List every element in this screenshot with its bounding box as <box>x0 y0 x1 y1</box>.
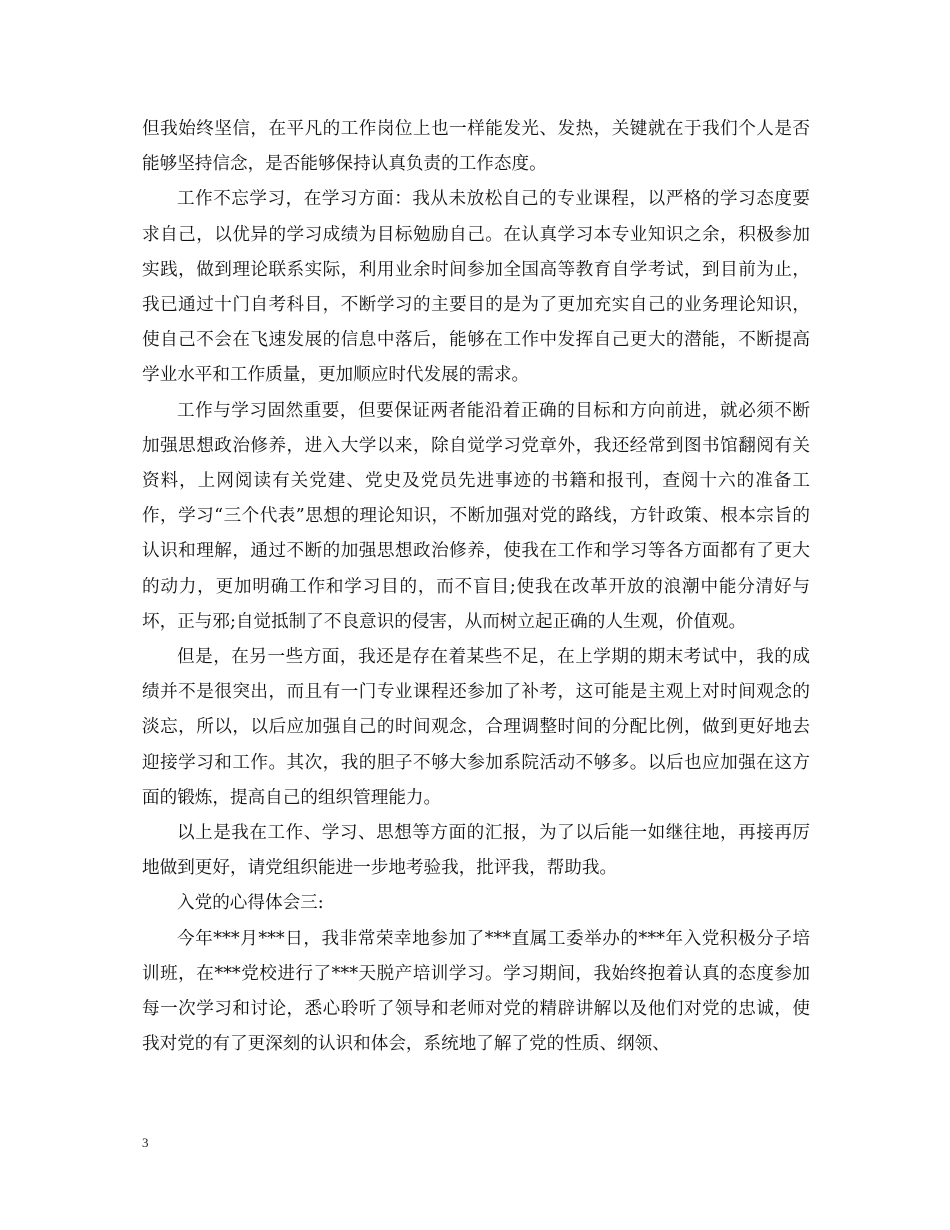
paragraph-study: 工作不忘学习，在学习方面：我从未放松自己的专业课程，以严格的学习态度要求自己，以优异的学习成绩为目标勉励自己。在认真学习本专业知识之余，积极参加实践，做到理论联系实际，利用业余时间参加全国高等教育自学考试，到目前为止，我已通过十门自考科目，不断学习的主要目的是为了更加充实自己的业务理论知识，使自己不会在飞速发展的信息中落后，能够在工作中发挥自己更大的潜能，不断提高学业水平和工作质量，更加顺应时代发展的需求。 <box>142 189 810 386</box>
paragraph-political: 工作与学习固然重要，但要保证两者能沿着正确的目标和方向前进，就必须不断加强思想政治修养，进入大学以来，除自觉学习党章外，我还经常到图书馆翻阅有关资料，上网阅读有关党建、党史及党员先进事迹的书籍和报刊，查阅十六的准备工作，学习“三个代表”思想的理论知识，不断加强对党的路线，方针政策、根本宗旨的认识和理解，通过不断的加强思想政治修养，使我在工作和学习等各方面都有了更大的动力，更加明确工作和学习目的，而不盲目;使我在改革开放的浪潮中能分清好与坏，正与邪;自觉抵制了不良意识的侵害，从而树立起正确的人生观，价值观。 <box>142 400 810 632</box>
section-heading: 入党的心得体会三: <box>177 893 324 914</box>
document-body <box>142 112 810 1062</box>
paragraph-summary: 以上是我在工作、学习、思想等方面的汇报，为了以后能一如继往地，再接再厉地做到更好，请党组织能进一步地考验我，批评我，帮助我。 <box>142 823 810 879</box>
page-number: 3 <box>142 1135 149 1150</box>
paragraph-continuation: 但我始终坚信，在平凡的工作岗位上也一样能发光、发热，关键就在于我们个人是否能够坚持信念，是否能够保持认真负责的工作态度。 <box>142 119 810 175</box>
paragraph-training: 今年***月***日，我非常荣幸地参加了***直属工委举办的***年入党积极分子培训班，在***党校进行了***天脱产培训学习。学习期间，我始终抱着认真的态度参加每一次学习和讨论，悉心聆听了领导和老师对党的精辟讲解以及他们对党的忠诚，使我对党的有了更深刻的认识和体会，系统地了解了党的性质、纲领、 <box>142 928 810 1055</box>
paragraph-shortcomings: 但是，在另一些方面，我还是存在着某些不足，在上学期的期末考试中，我的成绩并不是很突出，而且有一门专业课程还参加了补考，这可能是主观上对时间观念的淡忘，所以，以后应加强自己的时间观念，合理调整时间的分配比例，做到更好地去迎接学习和工作。其次，我的胆子不够大参加系院活动不够多。以后也应加强在这方面的锻炼，提高自己的组织管理能力。 <box>142 647 810 808</box>
